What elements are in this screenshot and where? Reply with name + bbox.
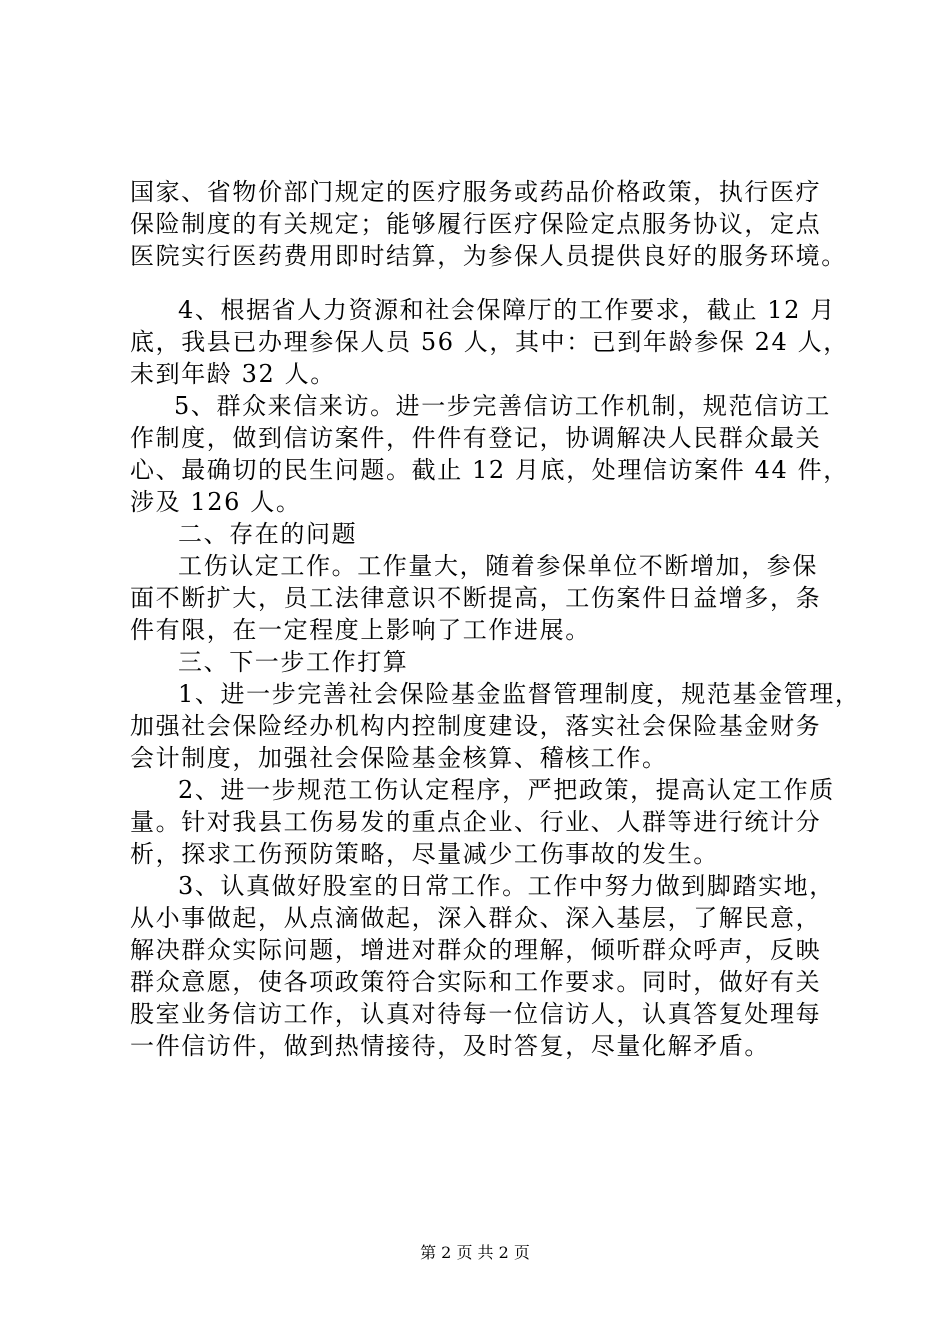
text-line: 析，探求工伤预防策略，尽量减少工伤事故的发生。 — [130, 840, 719, 868]
section-heading: 三、下一步工作打算 — [178, 648, 409, 676]
text-line: 解决群众实际问题，增进对群众的理解，倾听群众呼声，反映 — [130, 936, 822, 964]
text-line: 加强社会保险经办机构内控制度建设，落实社会保险基金财务 — [130, 712, 822, 740]
paragraph-gap — [130, 272, 860, 294]
text-line: 国家、省物价部门规定的医疗服务或药品价格政策，执行医疗 — [130, 178, 822, 206]
text-line: 作制度，做到信访案件，件件有登记，协调解决人民群众最关 — [130, 424, 822, 452]
text-line: 面不断扩大，员工法律意识不断提高，工伤案件日益增多，条 — [130, 584, 822, 612]
document-body — [130, 176, 860, 1062]
text-line: 心、最确切的民生问题。截止 12 月底，处理信访案件 44 件， — [130, 456, 849, 484]
text-line: 底，我县已办理参保人员 56 人，其中：已到年龄参保 24 人， — [130, 328, 849, 356]
text-line: 未到年龄 32 人。 — [130, 360, 336, 388]
page-number: 第 2 页 共 2 页 — [420, 1243, 530, 1262]
text-line: 群众意愿，使各项政策符合实际和工作要求。同时，做好有关 — [130, 968, 822, 996]
text-line: 涉及 126 人。 — [130, 488, 302, 516]
text-line: 4、根据省人力资源和社会保障厅的工作要求，截止 12 月 — [178, 296, 836, 324]
text-line: 保险制度的有关规定；能够履行医疗保险定点服务协议，定点 — [130, 210, 822, 238]
text-line: 件有限，在一定程度上影响了工作进展。 — [130, 616, 591, 644]
text-line: 医院实行医药费用即时结算，为参保人员提供良好的服务环境。 — [130, 242, 847, 270]
text-line: 会计制度，加强社会保险基金核算、稽核工作。 — [130, 744, 668, 772]
text-line: 股室业务信访工作，认真对待每一位信访人，认真答复处理每 — [130, 1000, 822, 1028]
text-line: 1、进一步完善社会保险基金监督管理制度，规范基金管理， — [178, 680, 861, 708]
text-line: 5、群众来信来访。进一步完善信访工作机制，规范信访工 — [174, 392, 831, 420]
text-line: 工伤认定工作。工作量大，随着参保单位不断增加，参保 — [178, 552, 818, 580]
text-line: 量。针对我县工伤易发的重点企业、行业、人群等进行统计分 — [130, 808, 822, 836]
text-line: 一件信访件，做到热情接待，及时答复，尽量化解矛盾。 — [130, 1032, 770, 1060]
text-line: 3、认真做好股室的日常工作。工作中努力做到脚踏实地， — [178, 872, 835, 900]
section-heading: 二、存在的问题 — [178, 520, 358, 548]
text-line: 从小事做起，从点滴做起，深入群众、深入基层，了解民意， — [130, 904, 822, 932]
text-line: 2、进一步规范工伤认定程序，严把政策，提高认定工作质 — [178, 776, 835, 804]
